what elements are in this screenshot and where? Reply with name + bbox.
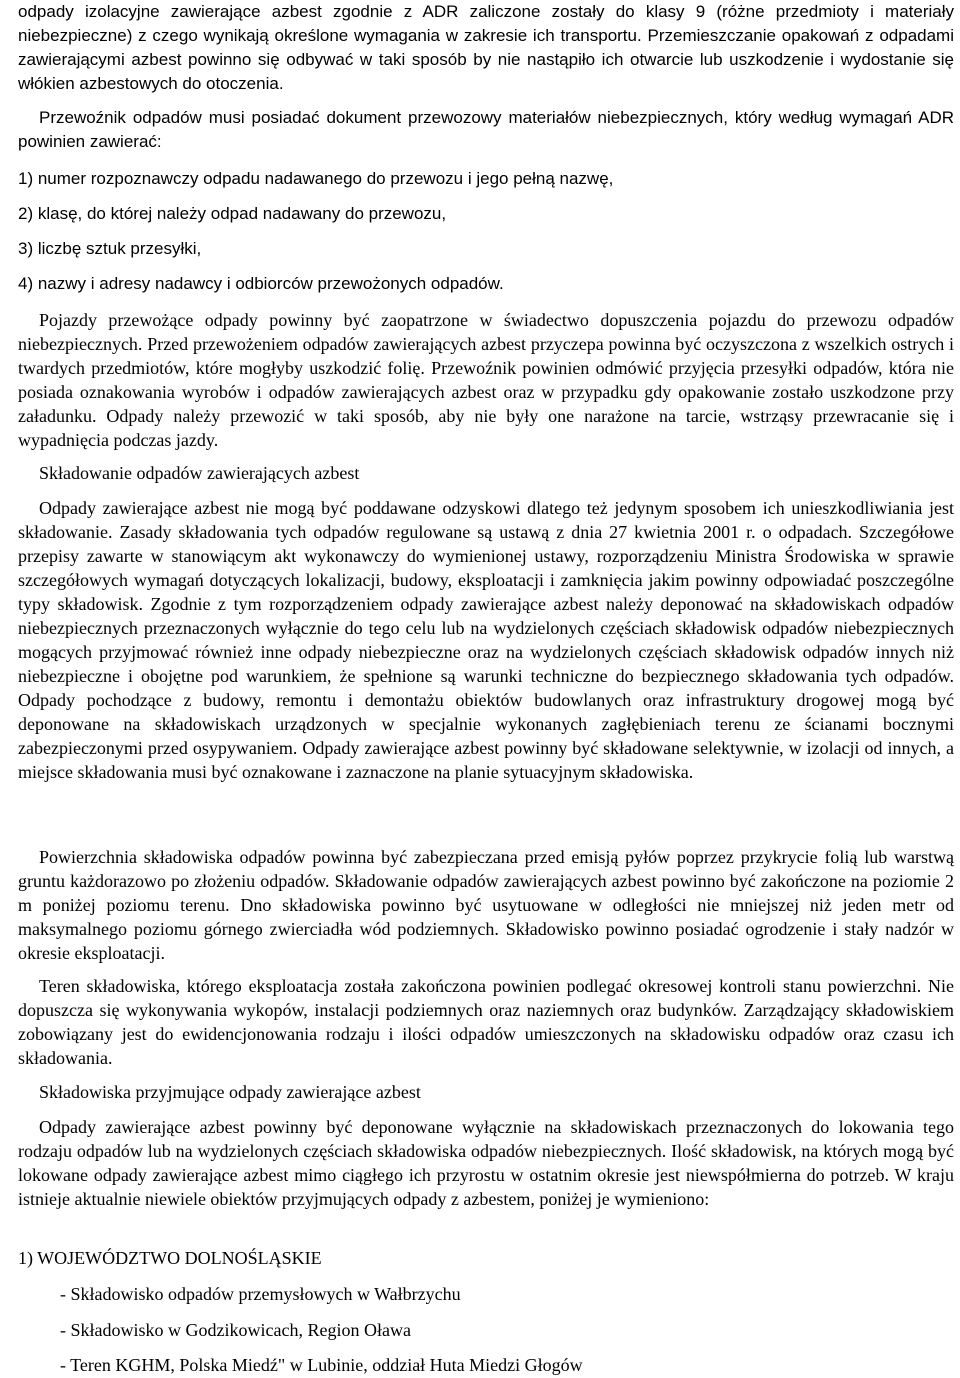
paragraph-closed-landfill: Teren składowiska, którego eksploatacja została zakończona powinien podlegać okresowej kontroli stanu powierzchni. Nie dopuszcza się wykonywania wykopów, instalacji podziemnych oraz naziemnych oraz budynków. Zarządzający składowiskiem zobowiązany jest do ewidencjonowania rodzaju i ilości odpadów umieszczonych na składowisku odpadów oraz czasu ich składowania. [18, 976, 954, 1068]
list-item: - Składowisko odpadów przemysłowych w Wałbrzychu [60, 1284, 461, 1304]
paragraph-vehicles: Pojazdy przewożące odpady powinny być zaopatrzone w świadectwo dopuszczenia pojazdu do przewozu odpadów niebezpiecznych. Przed przewożeniem odpadów zawierających azbest przyczepa powinna być oczyszczona z wszelkich ostrych i twardych przedmiotów, które mogłyby uszkodzić folię. Przewoźnik powinien odmówić przyjęcia przesyłki odpadów, która nie posiada oznakowania wyrobów i odpadów zawierających azbest oraz w przypadku gdy opakowanie zostało uszkodzone przy załadunku. Odpady należy przewozić w taki sposób, aby nie były one narażone na tarcie, wstrząsy przewracanie się i wypadnięcia podczas jazdy. [18, 310, 954, 450]
list-item: 3) liczbę sztuk przesyłki, [18, 239, 202, 258]
section-heading-landfills: Składowiska przyjmujące odpady zawierające azbest [39, 1082, 421, 1102]
list-item: - Teren KGHM, Polska Miedź" w Lubinie, oddział Huta Miedzi Głogów [60, 1355, 583, 1375]
list-item: 2) klasę, do której należy odpad nadawany do przewozu, [18, 204, 447, 223]
paragraph-landfill-surface: Powierzchnia składowiska odpadów powinna być zabezpieczana przed emisją pyłów poprzez przykrycie folią lub warstwą gruntu każdorazowo po złożeniu odpadów. Składowanie odpadów zawierających azbest powinno być zakończone na poziomie 2 m poniżej poziomu terenu. Dno składowiska powinno być usytuowane w odległości nie mniejszej niż jeden metr od maksymalnego poziomu górnego zwierciadła wód podziemnych. Składowisko powinno posiadać ogrodzenie i stały nadzór w okresie eksploatacji. [18, 847, 954, 963]
paragraph-landfill-availability: Odpady zawierające azbest powinny być deponowane wyłącznie na składowiskach przeznaczonych do lokowania tego rodzaju odpadów lub na wydzielonych częściach składowiska odpadów niebezpiecznych. Ilość składowisk, na których mogą być lokowane odpady zawierające azbest mimo ciągłego ich przyrostu w ostatnim okresie jest niewspółmierna do potrzeb. W kraju istnieje aktualnie niewiele obiektów przyjmujących odpady z azbestem, poniżej je wymieniono: [18, 1117, 954, 1209]
list-item: 4) nazwy i adresy nadawcy i odbiorców przewożonych odpadów. [18, 274, 504, 293]
paragraph-transport-classification: odpady izolacyjne zawierające azbest zgodnie z ADR zaliczone zostały do klasy 9 (różne przedmioty i materiały niebezpieczne) z czego wynikają określone wymagania w zakresie ich transportu. Przemieszczanie opakowań z odpadami zawierającymi azbest powinno się odbywać w taki sposób by nie nastąpiło ich otwarcie lub uszkodzenie i wydostanie się włókien azbestowych do otoczenia. [18, 2, 954, 93]
paragraph-storage-rules: Odpady zawierające azbest nie mogą być poddawane odzyskowi dlatego też jedynym sposobem ich unieszkodliwiania jest składowanie. Zasady składowania tych odpadów regulowane są ustawą z dnia 27 kwietnia 2001 r. o odpadach. Szczegółowe przepisy zawarte w stanowiącym akt wykonawczy do wymienionej ustawy, rozporządzeniu Ministra Środowiska w sprawie szczegółowych wymagań dotyczących lokalizacji, budowy, eksploatacji i zamknięcia jakim powinny odpowiadać poszczególne typy składowisk. Zgodnie z tym rozporządzeniem odpady zawierające azbest należy deponować na składowiskach odpadów niebezpiecznych przeznaczonych wyłącznie do tego celu lub na wydzielonych częściach składowisk odpadów niebezpiecznych mogących przyjmować również inne odpady niebezpieczne oraz na wydzielonych częściach składowisk odpadów innych niż niebezpieczne i obojętne pod warunkiem, że spełnione są warunki techniczne do bezpiecznego składowania tych odpadów. Odpady pochodzące z budowy, remontu i demontażu obiektów budowlanych oraz infrastruktury drogowej mogą być deponowane na składowiskach urządzonych w specjalnie wykonanych zagłębieniach terenu ze ścianami bocznymi zabezpieczonymi przed osypywaniem. Odpady zawierające azbest powinny być składowane selektywnie, w izolacji od innych, a miejsce składowania musi być oznakowane i zaznaczone na planie sytuacyjnym składowiska. [18, 498, 954, 782]
paragraph-transport-document: Przewoźnik odpadów musi posiadać dokument przewozowy materiałów niebezpiecznych, który według wymagań ADR powinien zawierać: [18, 108, 954, 151]
section-heading-storage: Składowanie odpadów zawierających azbest [39, 463, 360, 483]
region-heading: 1) WOJEWÓDZTWO DOLNOŚLĄSKIE [18, 1248, 322, 1268]
list-item: 1) numer rozpoznawczy odpadu nadawanego do przewozu i jego pełną nazwę, [18, 169, 614, 188]
list-item: - Składowisko w Godzikowicach, Region Oława [60, 1320, 411, 1340]
